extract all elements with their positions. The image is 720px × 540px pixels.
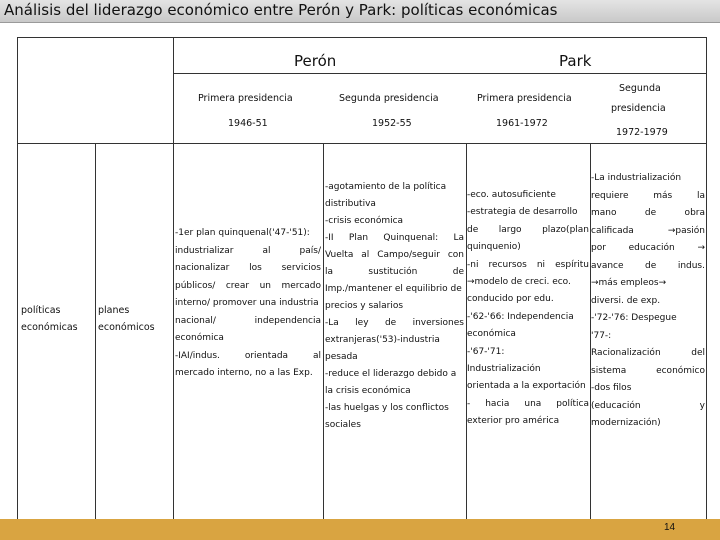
cell-line: precios y salarios bbox=[325, 301, 404, 311]
cell-line: mano de obra bbox=[591, 208, 705, 218]
cell-line: por educación → bbox=[591, 243, 705, 253]
cell-line: orientada a la exportación bbox=[467, 381, 586, 392]
period-years: 1946-51 bbox=[228, 118, 268, 129]
cell-line: -dos filos bbox=[591, 383, 632, 393]
cell-line: -agotamiento de la política bbox=[325, 182, 447, 192]
cell-line: -1er plan quinquenal('47-'51): bbox=[175, 228, 310, 238]
row-label: políticas bbox=[21, 305, 61, 316]
cell-line: la crisis económica bbox=[325, 386, 411, 396]
slide-title: Análisis del liderazgo económico entre Perón y Park: políticas económicas bbox=[4, 1, 558, 19]
row-label: económicas bbox=[21, 322, 78, 333]
period-label: Primera presidencia bbox=[198, 93, 293, 104]
page-number: 14 bbox=[664, 522, 676, 533]
table-line bbox=[173, 73, 707, 74]
cell-line: calificada →pasión bbox=[591, 225, 705, 236]
footer-bar bbox=[0, 519, 720, 540]
title-bar bbox=[0, 0, 720, 23]
row-label: planes bbox=[98, 305, 130, 316]
cell-line: -reduce el liderazgo debido a bbox=[325, 369, 457, 379]
cell-line: nacionalizar los servicios bbox=[175, 263, 321, 273]
cell-line: Industrialización bbox=[467, 364, 541, 375]
cell-line: -ni recursos ni espíritu bbox=[467, 259, 589, 270]
cell-line: Racionalización del bbox=[591, 348, 705, 358]
period-label: presidencia bbox=[611, 103, 666, 114]
cell-line: -crisis económica bbox=[325, 216, 404, 226]
cell-line: -'62-'66: Independencia bbox=[467, 311, 574, 322]
cell-line: modernización) bbox=[591, 418, 661, 428]
cell-line: sistema económico bbox=[591, 365, 705, 376]
cell-park-second-term bbox=[591, 170, 705, 433]
cell-line: -La industrialización bbox=[591, 173, 682, 183]
table-line bbox=[323, 143, 324, 522]
cell-line: Vuelta al Campo/seguir con bbox=[325, 250, 464, 260]
table-line bbox=[173, 37, 174, 522]
period-label: Segunda bbox=[619, 83, 661, 94]
cell-line: -eco. autosuficiente bbox=[467, 190, 556, 200]
cell-line: diversi. de exp. bbox=[591, 295, 661, 306]
cell-line: quinquenio) bbox=[467, 242, 521, 253]
period-years: 1952-55 bbox=[372, 118, 412, 129]
cell-line: industrializar al país/ bbox=[175, 245, 321, 256]
cell-line: →modelo de creci. eco. bbox=[467, 277, 571, 288]
period-years: 1961-1972 bbox=[496, 118, 548, 129]
cell-line: -las huelgas y los conflictos bbox=[325, 403, 449, 413]
row-label: económicos bbox=[98, 322, 155, 333]
cell-line: económica bbox=[467, 329, 516, 340]
cell-line: distributiva bbox=[325, 199, 376, 209]
cell-line: exterior pro américa bbox=[467, 416, 560, 427]
period-label: Primera presidencia bbox=[477, 93, 572, 104]
cell-line: la sustitución de bbox=[325, 267, 464, 277]
cell-line: (educación y bbox=[591, 400, 705, 411]
table-line bbox=[17, 143, 707, 144]
cell-line: pesada bbox=[325, 352, 358, 362]
cell-line: públicos/ crear un mercado bbox=[175, 280, 321, 291]
cell-line: extranjeras('53)-industria bbox=[325, 335, 440, 345]
cell-line: interno/ promover una industria bbox=[175, 298, 319, 308]
cell-line: mercado interno, no a las Exp. bbox=[175, 368, 313, 378]
cell-line: '77-: bbox=[591, 330, 612, 341]
cell-line: conducido por edu. bbox=[467, 294, 554, 305]
cell-line: - hacia una política bbox=[467, 398, 589, 409]
cell-line: →más empleos→ bbox=[591, 278, 667, 288]
period-years: 1972-1979 bbox=[616, 127, 668, 138]
cell-line: Imp./mantener el equilibrio de bbox=[325, 284, 462, 294]
leader-header-park: Park bbox=[559, 52, 592, 70]
cell-line: -II Plan Quinquenal: La bbox=[325, 233, 464, 243]
cell-line: económica bbox=[175, 333, 224, 343]
cell-line: de largo plazo(plan bbox=[467, 224, 589, 235]
cell-line: requiere más la bbox=[591, 190, 705, 201]
cell-line: sociales bbox=[325, 420, 361, 430]
leader-header-peron: Perón bbox=[294, 52, 337, 70]
cell-line: -estrategia de desarrollo bbox=[467, 207, 578, 218]
cell-line: nacional/ independencia bbox=[175, 315, 321, 326]
cell-line: -IAI/indus. orientada al bbox=[175, 350, 321, 361]
cell-line: avance de indus. bbox=[591, 260, 705, 271]
cell-line: -'67-'71: bbox=[467, 346, 505, 357]
cell-line: -La ley de inversiones bbox=[325, 318, 464, 328]
cell-peron-first-term bbox=[175, 225, 321, 383]
cell-line: -'72-'76: Despegue bbox=[591, 313, 677, 323]
table-line bbox=[95, 143, 96, 522]
cell-park-first-term bbox=[467, 187, 589, 431]
cell-peron-second-term bbox=[325, 179, 464, 434]
period-label: Segunda presidencia bbox=[339, 93, 439, 104]
